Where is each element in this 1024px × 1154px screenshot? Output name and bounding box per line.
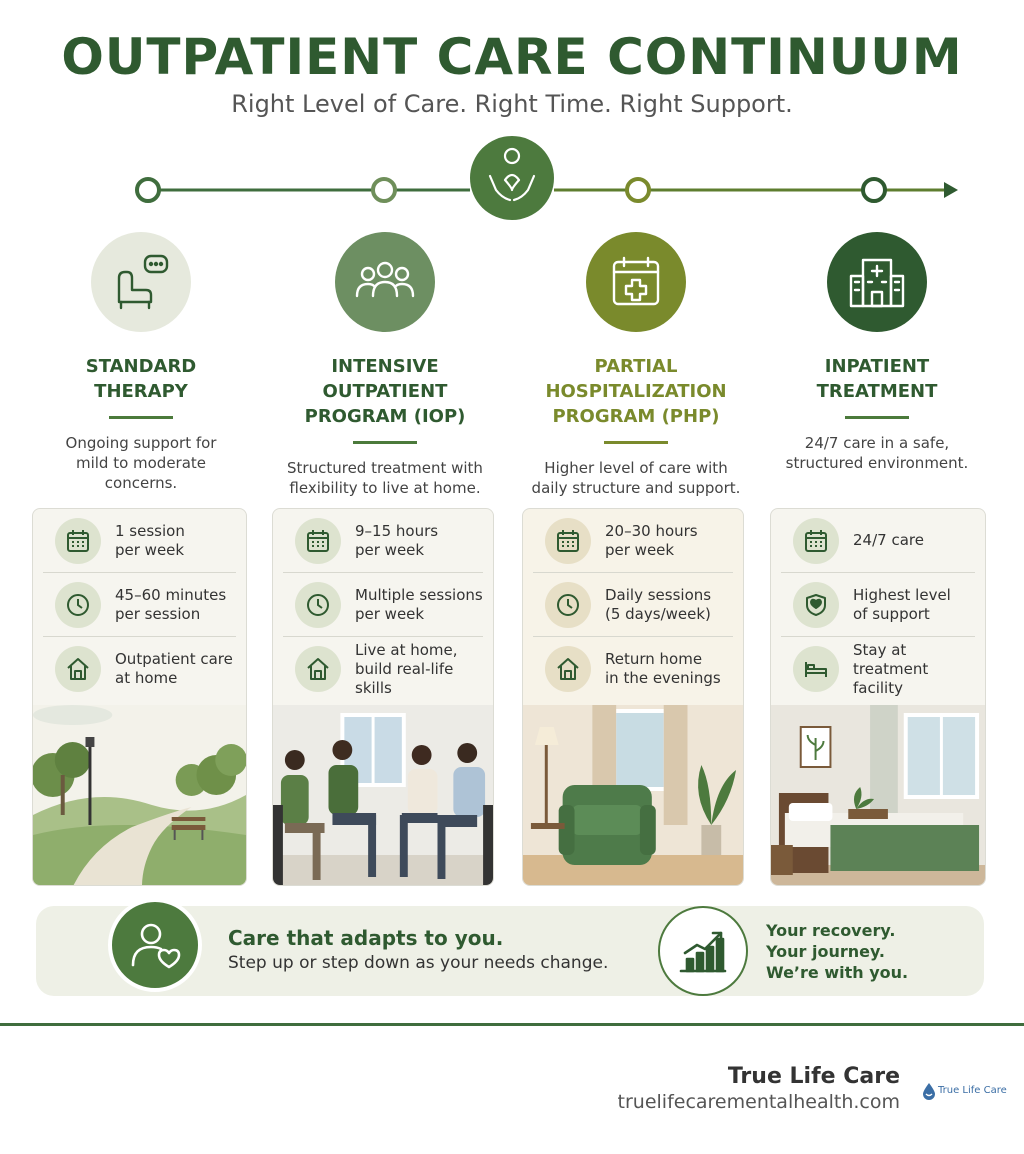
detail-line2: per week <box>355 540 425 559</box>
divider <box>109 416 173 419</box>
level-inpatient <box>764 232 990 473</box>
droplet-icon <box>922 1082 936 1100</box>
detail-line2: facility <box>853 678 903 697</box>
calendar-icon <box>545 518 591 564</box>
page-subtitle: Right Level of Care. Right Time. Right Support. <box>231 90 793 118</box>
detail-line1: Stay at treatment <box>853 640 929 678</box>
detail-line2: build real-life skills <box>355 659 454 697</box>
level-title-line1: PARTIAL HOSPITALIZATION <box>545 356 727 402</box>
divider <box>353 441 417 444</box>
detail-row <box>283 509 483 573</box>
timeline-arrow-icon <box>944 182 958 198</box>
level-desc-line3: concerns. <box>104 474 178 492</box>
level-standard-therapy <box>28 232 254 493</box>
group-icon <box>335 232 435 332</box>
detail-card-standard <box>32 508 247 886</box>
level-desc-line2: flexibility to live at home. <box>289 479 481 497</box>
detail-line1: Multiple sessions <box>355 585 483 604</box>
detail-line2: per week <box>605 540 675 559</box>
banner-tagline <box>766 920 908 983</box>
detail-card-inpatient <box>770 508 986 886</box>
detail-line1: Highest level <box>853 585 951 604</box>
detail-row <box>533 573 733 637</box>
detail-line2: per week <box>115 540 185 559</box>
detail-row <box>533 637 733 701</box>
tagline-line3: We’re with you. <box>766 963 909 982</box>
detail-line2: (5 days/week) <box>605 604 711 623</box>
detail-line1: Live at home, <box>355 640 458 659</box>
detail-line2: per session <box>115 604 201 623</box>
brand-url[interactable]: truelifecarementalhealth.com <box>617 1091 900 1113</box>
level-iop <box>272 232 498 498</box>
clock-icon <box>545 582 591 628</box>
living-room-illustration <box>523 705 743 886</box>
banner-subtext: Step up or step down as your needs change. <box>228 953 609 973</box>
timeline-stop-1 <box>137 179 159 201</box>
divider <box>604 441 668 444</box>
detail-row <box>781 509 975 573</box>
level-desc-line2: daily structure and support. <box>531 479 741 497</box>
detail-line2: in the evenings <box>605 669 721 687</box>
level-desc-line2: mild to moderate <box>75 454 207 472</box>
page-title: OUTPATIENT CARE CONTINUUM <box>61 28 963 86</box>
detail-row <box>533 509 733 573</box>
timeline-stop-2 <box>373 179 395 201</box>
level-title-line1: STANDARD <box>85 356 197 377</box>
hospital-icon <box>827 232 927 332</box>
footer-divider <box>0 1023 1024 1026</box>
detail-line2: of support <box>853 604 930 623</box>
brand-logo <box>922 1082 1007 1100</box>
detail-line1: Outpatient care <box>115 650 233 668</box>
detail-line1: 1 session <box>115 521 185 540</box>
armchair-chat-icon <box>91 232 191 332</box>
park-scene-illustration <box>33 705 246 886</box>
person-heart-icon <box>108 898 202 992</box>
detail-line1: Return home <box>605 650 703 668</box>
home-icon <box>545 646 591 692</box>
bed-icon <box>793 646 839 692</box>
brand-name: True Life Care <box>727 1064 900 1089</box>
banner-heading: Care that adapts to you. <box>228 926 504 950</box>
calendar-medical-icon <box>586 232 686 332</box>
detail-row <box>43 637 236 701</box>
tagline-line2: Your journey. <box>766 942 885 961</box>
detail-line1: 9–15 hours <box>355 521 439 540</box>
level-title-line2: THERAPY <box>94 381 188 402</box>
clock-icon <box>295 582 341 628</box>
home-icon <box>55 646 101 692</box>
detail-card-php <box>522 508 744 886</box>
calendar-icon <box>55 518 101 564</box>
care-timeline <box>0 136 1024 246</box>
group-session-illustration <box>273 705 493 886</box>
calendar-icon <box>295 518 341 564</box>
detail-line1: 20–30 hours <box>605 521 698 540</box>
detail-row <box>781 637 975 701</box>
detail-line2: at home <box>115 669 178 687</box>
divider <box>845 416 909 419</box>
growth-chart-icon <box>658 906 748 996</box>
level-desc-line1: Higher level of care with <box>544 459 728 477</box>
level-php <box>518 232 754 498</box>
level-desc-line1: Structured treatment with <box>287 459 483 477</box>
level-title-line2: TREATMENT <box>816 381 938 402</box>
level-desc-line1: Ongoing support for <box>65 434 217 452</box>
detail-row <box>283 637 483 701</box>
clock-icon <box>55 582 101 628</box>
detail-row <box>43 573 236 637</box>
home-icon <box>295 646 341 692</box>
bedroom-illustration <box>771 705 985 886</box>
shield-icon <box>793 582 839 628</box>
logo-text: True Life Care <box>938 1085 1007 1096</box>
detail-row <box>283 573 483 637</box>
calendar-icon <box>793 518 839 564</box>
level-title-line1: INTENSIVE OUTPATIENT <box>322 356 448 402</box>
timeline-stop-3 <box>627 179 649 201</box>
level-desc-line1: 24/7 care in a safe, <box>804 434 950 452</box>
level-desc-line2: structured environment. <box>785 454 969 472</box>
detail-row <box>781 573 975 637</box>
footer-brand <box>618 1064 900 1113</box>
detail-line1: Daily sessions <box>605 585 712 604</box>
level-title-line2: PROGRAM (PHP) <box>552 406 720 427</box>
detail-card-iop <box>272 508 494 886</box>
detail-line1: 45–60 minutes <box>115 585 227 604</box>
detail-line2: per week <box>355 604 425 623</box>
level-title-line1: INPATIENT <box>824 356 930 377</box>
timeline-stop-4 <box>863 179 885 201</box>
detail-row <box>43 509 236 573</box>
level-title-line2: PROGRAM (IOP) <box>304 406 466 427</box>
tagline-line1: Your recovery. <box>766 921 896 940</box>
detail-line1: 24/7 care <box>853 531 924 549</box>
